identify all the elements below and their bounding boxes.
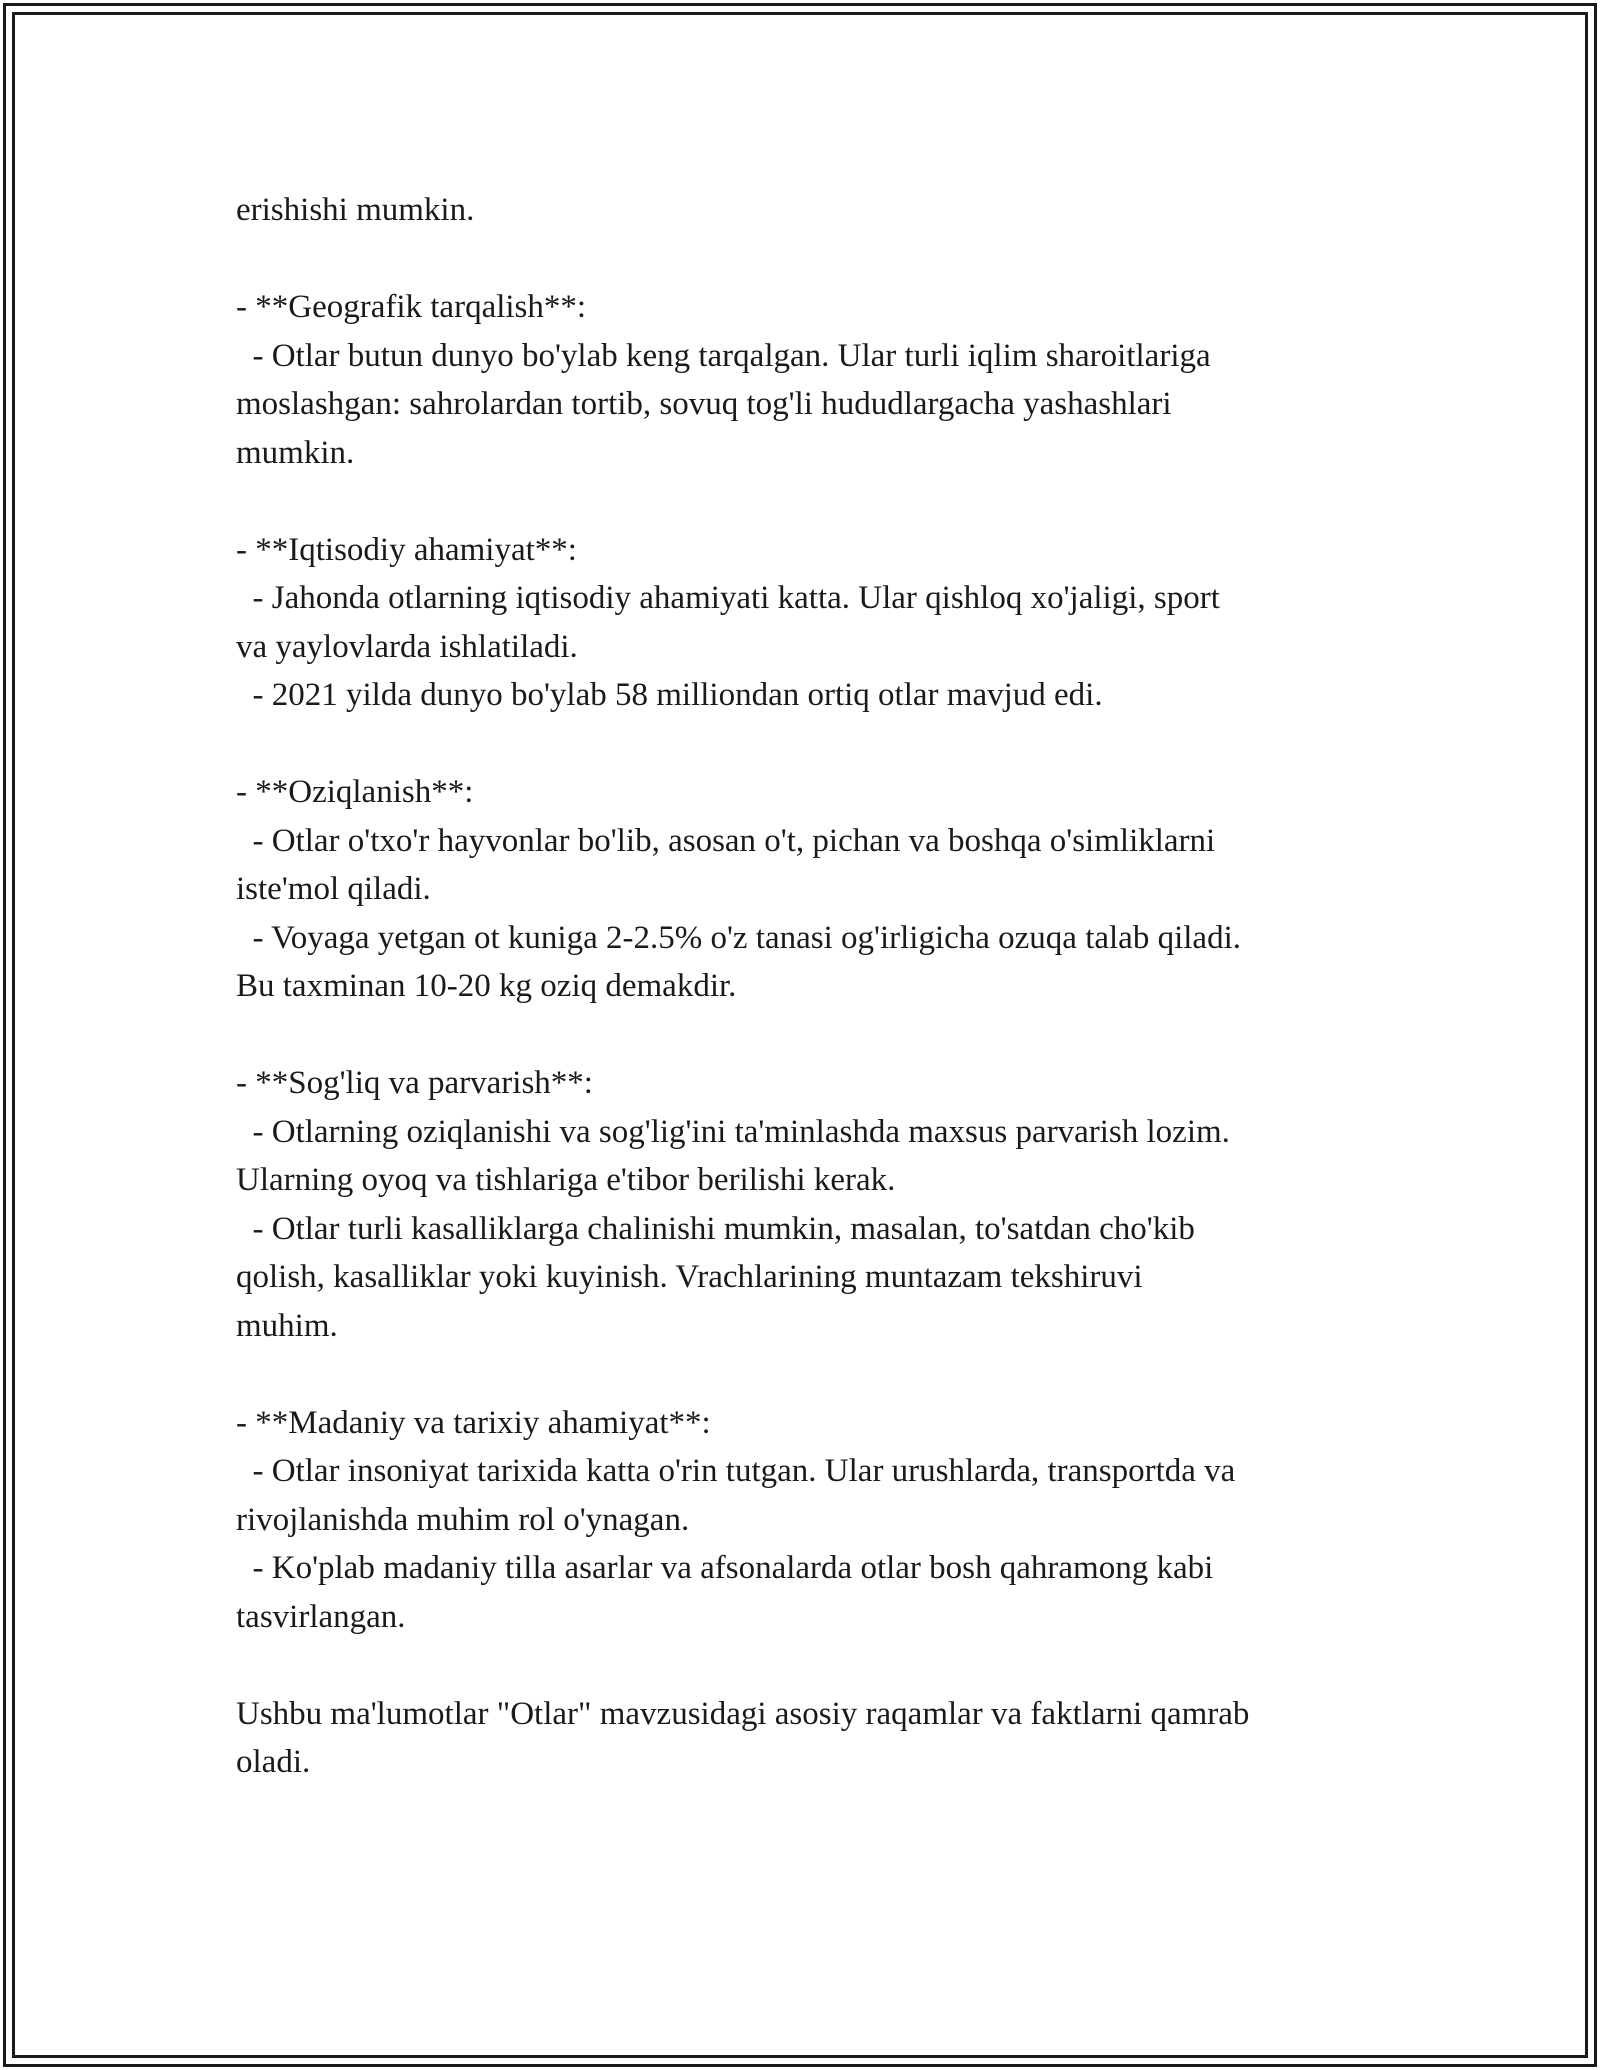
section-oziqlanish	[236, 768, 1366, 1011]
section-heading: - **Iqtisodiy ahamiyat**:	[236, 531, 577, 568]
paragraph-gap	[236, 720, 1366, 769]
section-geografik-tarqalish	[236, 283, 1366, 477]
section-line: - Jahonda otlarning iqtisodiy ahamiyati katta. Ular qishloq xo'jaligi, sport	[236, 580, 1220, 616]
section-line: - Otlar butun dunyo bo'ylab keng tarqalgan. Ular turli iqlim sharoitlariga	[236, 337, 1211, 374]
section-line: muhim.	[236, 1307, 338, 1344]
section-line: - Otlar insoniyat tarixida katta o'rin tutgan. Ular urushlarda, transportda va	[236, 1453, 1236, 1489]
document-body	[236, 186, 1366, 1787]
paragraph-gap	[236, 1011, 1366, 1060]
section-line: - Ko'plab madaniy tilla asarlar va afsonalarda otlar bosh qahramong kabi	[236, 1550, 1214, 1586]
section-line: qolish, kasalliklar yoki kuyinish. Vrachlarining muntazam tekshiruvi	[236, 1259, 1143, 1295]
section-heading: - **Geografik tarqalish**:	[236, 289, 587, 325]
section-line: - Otlar o'txo'r hayvonlar bo'lib, asosan o't, pichan va boshqa o'simliklarni	[236, 822, 1216, 859]
paragraph-gap	[236, 235, 1366, 284]
conclusion-line: oladi.	[236, 1744, 311, 1780]
section-line: mumkin.	[236, 434, 355, 471]
section-line: - 2021 yilda dunyo bo'ylab 58 milliondan ortiq otlar mavjud edi.	[236, 677, 1103, 713]
section-heading: - **Madaniy va tarixiy ahamiyat**:	[236, 1404, 711, 1441]
conclusion-paragraph	[236, 1690, 1366, 1787]
paragraph-gap	[236, 1641, 1366, 1690]
intro-tail-line: erishishi mumkin.	[236, 192, 475, 228]
paragraph-gap	[236, 1350, 1366, 1399]
section-sogliq-va-parvarish	[236, 1059, 1366, 1350]
section-line: iste'mol qiladi.	[236, 871, 431, 907]
section-heading: - **Oziqlanish**:	[236, 774, 474, 810]
section-line: tasvirlangan.	[236, 1598, 406, 1635]
section-madaniy-va-tarixiy-ahamiyat	[236, 1399, 1366, 1642]
section-line: Ularning oyoq va tishlariga e'tibor berilishi kerak.	[236, 1162, 896, 1198]
section-line: - Voyaga yetgan ot kuniga 2-2.5% o'z tanasi og'irligicha ozuqa talab qiladi.	[236, 919, 1241, 956]
section-line: va yaylovlarda ishlatiladi.	[236, 628, 578, 665]
section-line: - Otlar turli kasalliklarga chalinishi mumkin, masalan, to'satdan cho'kib	[236, 1210, 1195, 1247]
section-line: rivojlanishda muhim rol o'ynagan.	[236, 1501, 690, 1538]
conclusion-line: Ushbu ma'lumotlar "Otlar" mavzusidagi asosiy raqamlar va faktlarni qamrab	[236, 1695, 1250, 1732]
section-iqtisodiy-ahamiyat	[236, 526, 1366, 720]
section-heading: - **Sog'liq va parvarish**:	[236, 1065, 593, 1101]
paragraph-gap	[236, 477, 1366, 526]
section-line: - Otlarning oziqlanishi va sog'lig'ini ta'minlashda maxsus parvarish lozim.	[236, 1113, 1230, 1150]
section-line: moslashgan: sahrolardan tortib, sovuq tog'li hududlargacha yashashlari	[236, 386, 1172, 422]
section-line: Bu taxminan 10-20 kg oziq demakdir.	[236, 968, 737, 1004]
